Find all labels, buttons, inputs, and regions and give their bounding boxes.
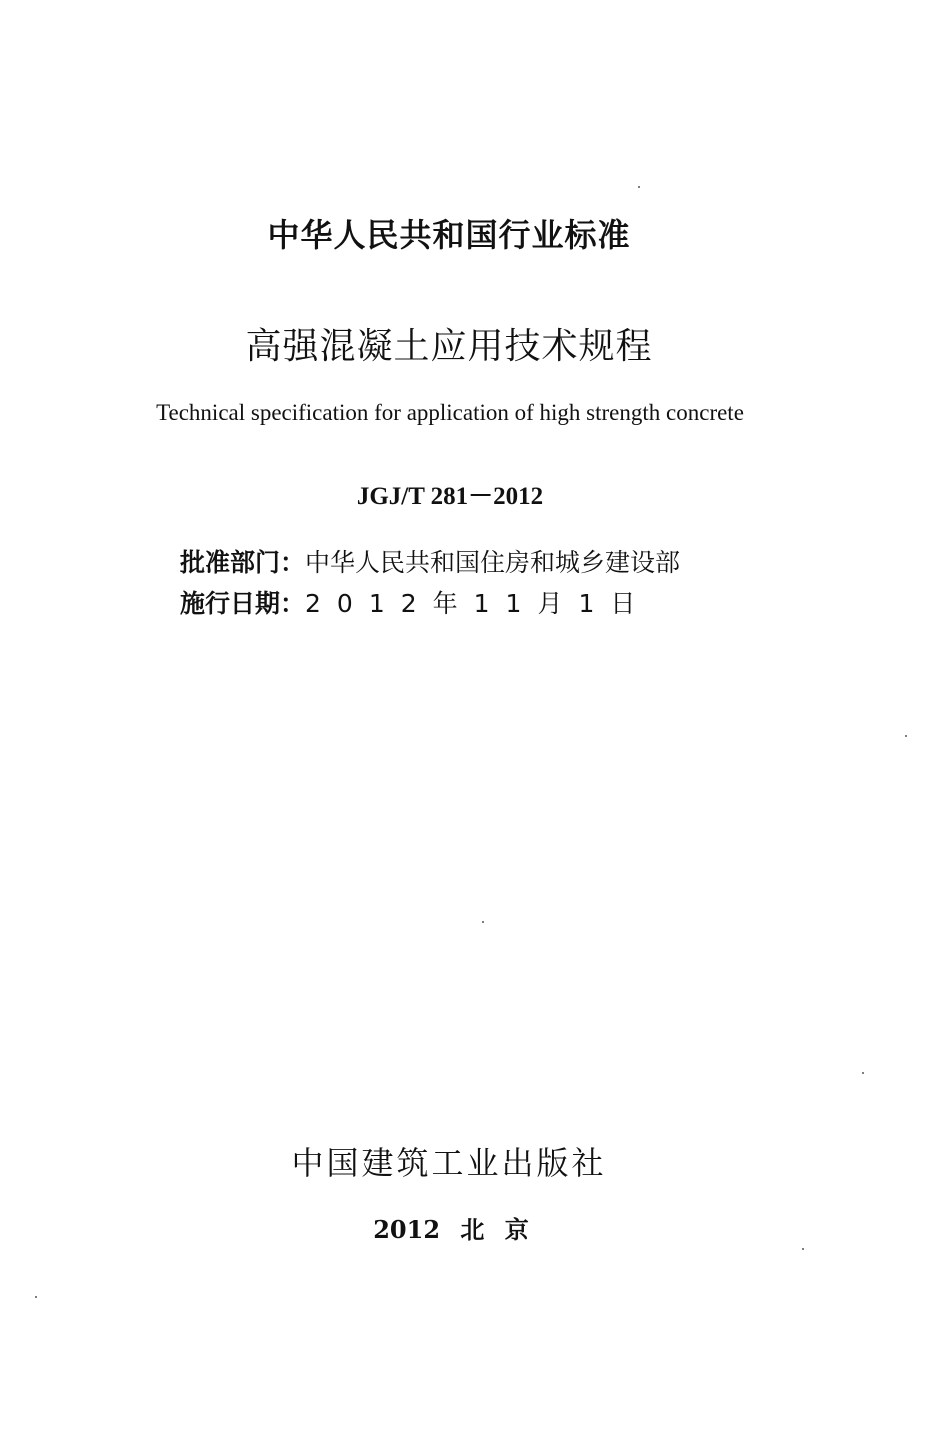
title-english: Technical specification for application of high strength concrete — [156, 400, 744, 425]
title-chinese: 高强混凝土应用技术规程 — [245, 326, 653, 367]
industry-standard-heading: 中华人民共和国行业标准 — [267, 216, 631, 254]
scan-speck — [638, 186, 640, 188]
effective-value: 2012年11月1日 — [305, 589, 652, 618]
standard-code: JGJ/T 281－2012 — [356, 483, 544, 510]
approval-value: 中华人民共和国住房和城乡建设部 — [305, 548, 681, 577]
effective-date — [180, 584, 651, 620]
effective-label: 施行日期： — [180, 589, 306, 618]
scan-speck — [905, 735, 907, 737]
publication-year-place: 2012 北 京 — [373, 1215, 529, 1244]
approval-label: 批准部门： — [180, 548, 306, 577]
scan-speck — [482, 921, 484, 923]
scan-speck — [35, 1296, 37, 1298]
publisher-name: 中国建筑工业出版社 — [291, 1144, 607, 1182]
approval-department — [180, 543, 680, 579]
scan-speck — [862, 1072, 864, 1074]
scan-speck — [802, 1248, 804, 1250]
